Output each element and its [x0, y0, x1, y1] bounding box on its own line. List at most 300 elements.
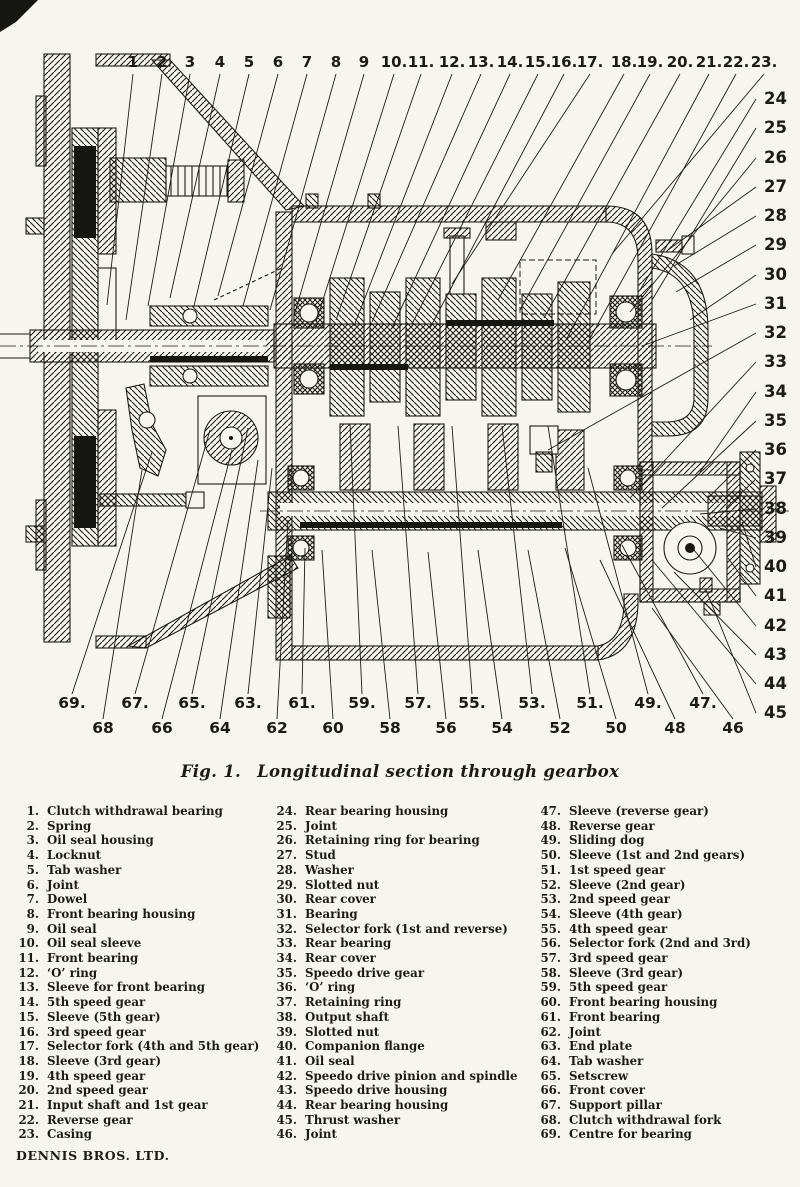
part-label: Sleeve for front bearing	[47, 980, 205, 995]
callout-number: 26	[764, 148, 787, 167]
parts-list-item	[270, 819, 532, 834]
part-label: Tab washer	[47, 862, 122, 877]
callout-number: 34	[764, 382, 787, 401]
part-label: Rear bearing housing	[305, 804, 449, 818]
part-label: Tab washer	[569, 1053, 644, 1068]
part-label: Retaining ring	[305, 995, 402, 1010]
part-label: 4th speed gear	[47, 1068, 146, 1083]
parts-list-item	[270, 1025, 532, 1040]
part-label: Front bearing	[569, 1009, 661, 1024]
parts-list-item	[12, 892, 270, 907]
part-label: Sleeve (3rd gear)	[569, 965, 684, 980]
part-label: End plate	[569, 1039, 633, 1054]
callout-number: 21.	[695, 53, 723, 71]
callout-number: 31	[764, 294, 787, 313]
parts-list-item	[534, 966, 794, 981]
callout-number: 51.	[576, 694, 604, 712]
part-number: 3.	[26, 833, 39, 848]
parts-list-item	[534, 1010, 794, 1025]
part-number: 35.	[276, 965, 297, 980]
part-label: Joint	[305, 1127, 337, 1142]
callout-number: 54	[491, 719, 513, 737]
part-number: 6.	[26, 877, 39, 892]
part-label: Reverse gear	[569, 818, 655, 833]
part-label: Clutch withdrawal bearing	[47, 804, 223, 818]
leader-line	[322, 550, 333, 719]
part-number: 69.	[540, 1127, 561, 1142]
part-number: 59.	[540, 980, 561, 995]
part-number: 23.	[18, 1127, 39, 1142]
part-number: 60.	[540, 995, 561, 1010]
part-number: 17.	[18, 1039, 39, 1054]
part-label: Dowel	[47, 892, 88, 907]
part-number: 16.	[18, 1024, 39, 1039]
parts-list-item	[270, 848, 532, 863]
part-number: 11.	[18, 951, 39, 966]
parts-list-item	[534, 922, 794, 937]
parts-list-item	[12, 907, 270, 922]
part-label: Speedo drive gear	[305, 965, 425, 980]
part-number: 4.	[26, 848, 39, 863]
part-number: 51.	[540, 862, 561, 877]
part-label: Sleeve (4th gear)	[569, 906, 683, 921]
parts-list-item	[534, 848, 794, 863]
callout-number: 12.	[438, 53, 466, 71]
callout-number: 10.	[380, 53, 408, 71]
leader-line	[243, 74, 307, 306]
part-label: Sleeve (1st and 2nd gears)	[569, 848, 746, 863]
part-number: 47.	[540, 804, 561, 818]
callout-number: 40	[764, 557, 787, 576]
part-label: Reverse gear	[47, 1112, 133, 1127]
part-number: 63.	[540, 1039, 561, 1054]
scan-artifact-corner	[0, 0, 38, 32]
part-number: 41.	[276, 1053, 297, 1068]
callout-number: 46	[722, 719, 744, 737]
leader-line	[162, 450, 232, 719]
part-number: 26.	[276, 833, 297, 848]
callout-number: 59.	[348, 694, 376, 712]
part-number: 39.	[276, 1024, 297, 1039]
figure-caption	[0, 762, 800, 781]
part-number: 61.	[540, 1009, 561, 1024]
part-label: Rear cover	[305, 951, 376, 966]
part-label: Casing	[47, 1127, 92, 1142]
parts-list-item	[534, 1098, 794, 1113]
part-number: 46.	[276, 1127, 297, 1142]
callout-number: 23.	[750, 53, 778, 71]
part-number: 22.	[18, 1112, 39, 1127]
part-label: Stud	[305, 848, 336, 863]
part-number: 13.	[18, 980, 39, 995]
part-number: 67.	[540, 1098, 561, 1113]
parts-list-item	[270, 892, 532, 907]
parts-list-item	[270, 1083, 532, 1098]
part-number: 62.	[540, 1024, 561, 1039]
callout-number: 53.	[518, 694, 546, 712]
leader-line	[544, 74, 680, 318]
part-label: Input shaft and 1st gear	[47, 1098, 208, 1113]
parts-list-item	[12, 863, 270, 878]
part-label: Washer	[305, 862, 354, 877]
part-number: 15.	[18, 1009, 39, 1024]
part-label: 2nd speed gear	[569, 892, 671, 907]
parts-list-item	[270, 966, 532, 981]
part-number: 33.	[276, 936, 297, 951]
parts-list-item	[12, 1083, 270, 1098]
parts-list-item	[270, 833, 532, 848]
parts-list-item	[270, 1054, 532, 1069]
leader-line	[302, 548, 305, 694]
parts-list-item	[534, 804, 794, 819]
parts-list-item	[270, 1098, 532, 1113]
part-label: 5th speed gear	[47, 995, 146, 1010]
part-label: Selector fork (2nd and 3rd)	[569, 936, 751, 951]
part-number: 52.	[540, 877, 561, 892]
part-number: 32.	[276, 921, 297, 936]
parts-list-item	[534, 1127, 794, 1142]
parts-list-item	[12, 878, 270, 893]
part-label: Oil seal sleeve	[47, 936, 142, 951]
parts-list-item	[534, 819, 794, 834]
callout-number: 52	[549, 719, 571, 737]
parts-list-item	[12, 833, 270, 848]
parts-list-item	[12, 936, 270, 951]
part-number: 7.	[26, 892, 39, 907]
parts-list-item	[12, 966, 270, 981]
callout-number: 9	[358, 53, 370, 71]
part-number: 25.	[276, 818, 297, 833]
callout-number: 61.	[288, 694, 316, 712]
parts-list-item	[12, 1025, 270, 1040]
callout-number: 8	[330, 53, 342, 71]
part-number: 1.	[26, 804, 39, 818]
parts-list-item	[12, 1039, 270, 1054]
part-number: 19.	[18, 1068, 39, 1083]
callout-number: 5	[243, 53, 255, 71]
callout-number: 44	[764, 674, 787, 693]
part-number: 18.	[18, 1053, 39, 1068]
callout-number: 39	[764, 528, 787, 547]
part-number: 43.	[276, 1083, 297, 1098]
parts-list-item	[270, 907, 532, 922]
callout-number: 69.	[58, 694, 86, 712]
callout-number: 16.	[550, 53, 578, 71]
part-label: Centre for bearing	[569, 1127, 692, 1142]
part-number: 28.	[276, 862, 297, 877]
leader-line	[520, 74, 650, 310]
part-number: 10.	[18, 936, 39, 951]
part-number: 14.	[18, 995, 39, 1010]
callout-number: 6	[272, 53, 284, 71]
parts-list-item	[270, 804, 532, 819]
part-number: 31.	[276, 906, 297, 921]
parts-list-item	[534, 995, 794, 1010]
callout-number: 19.	[636, 53, 664, 71]
parts-list-item	[270, 878, 532, 893]
callout-number: 42	[764, 616, 787, 635]
parts-list-item	[270, 1069, 532, 1084]
part-label: Sliding dog	[569, 833, 645, 848]
part-number: 57.	[540, 951, 561, 966]
part-label: Oil seal	[305, 1053, 355, 1068]
callout-number: 64	[209, 719, 231, 737]
parts-list-item	[12, 980, 270, 995]
part-number: 9.	[26, 921, 39, 936]
part-label: Clutch withdrawal fork	[569, 1112, 722, 1127]
part-number: 2.	[26, 818, 39, 833]
parts-list-item	[270, 951, 532, 966]
callout-number: 47.	[689, 694, 717, 712]
callout-number: 13.	[467, 53, 495, 71]
part-number: 64.	[540, 1053, 561, 1068]
part-label: Front cover	[569, 1083, 646, 1098]
parts-list-item	[534, 1083, 794, 1098]
part-label: Speedo drive housing	[305, 1083, 448, 1098]
callout-number: 66	[151, 719, 173, 737]
callout-number: 28	[764, 206, 787, 225]
part-label: Front bearing housing	[569, 995, 718, 1010]
part-number: 48.	[540, 818, 561, 833]
parts-list-item	[12, 1098, 270, 1113]
parts-list-column-3	[534, 804, 794, 1142]
callout-number: 24	[764, 89, 787, 108]
rear-cover	[652, 254, 708, 436]
callout-number: 58	[379, 719, 401, 737]
part-number: 45.	[276, 1112, 297, 1127]
leader-line	[192, 428, 248, 694]
part-label: Sleeve (5th gear)	[47, 1009, 161, 1024]
part-number: 50.	[540, 848, 561, 863]
parts-list-item	[270, 936, 532, 951]
part-number: 8.	[26, 906, 39, 921]
part-number: 66.	[540, 1083, 561, 1098]
part-label: Companion flange	[305, 1039, 425, 1054]
callout-number: 2	[156, 53, 168, 71]
parts-list-item	[534, 951, 794, 966]
callout-number: 36	[764, 440, 787, 459]
parts-list-item	[270, 980, 532, 995]
part-number: 24.	[276, 804, 297, 818]
parts-list-item	[534, 863, 794, 878]
leader-line	[640, 99, 756, 290]
callout-number: 38	[764, 499, 787, 518]
part-label: Joint	[569, 1024, 601, 1039]
part-label: Output shaft	[305, 1009, 390, 1024]
part-label: Setscrew	[569, 1068, 629, 1083]
part-label: Sleeve (reverse gear)	[569, 804, 709, 818]
part-label: 3rd speed gear	[47, 1024, 146, 1039]
part-number: 20.	[18, 1083, 39, 1098]
parts-list-item	[12, 1113, 270, 1128]
figure-caption-title: Longitudinal section through gearbox	[257, 762, 620, 781]
leader-line	[668, 187, 756, 250]
part-number: 49.	[540, 833, 561, 848]
part-number: 27.	[276, 848, 297, 863]
part-label: 2nd speed gear	[47, 1083, 149, 1098]
part-label: Joint	[47, 877, 79, 892]
parts-list-item	[12, 922, 270, 937]
part-label: Thrust washer	[305, 1112, 401, 1127]
parts-list-column-1	[12, 804, 270, 1142]
parts-list-item	[270, 995, 532, 1010]
part-number: 54.	[540, 906, 561, 921]
callout-number: 60	[322, 719, 344, 737]
parts-list-item	[534, 1054, 794, 1069]
part-label: Oil seal housing	[47, 833, 154, 848]
parts-list-item	[12, 995, 270, 1010]
part-label: Rear bearing housing	[305, 1098, 449, 1113]
callout-number: 7	[301, 53, 313, 71]
clutch-withdrawal-fork	[126, 384, 166, 476]
part-number: 55.	[540, 921, 561, 936]
parts-list-item	[270, 922, 532, 937]
part-label: Bearing	[305, 906, 358, 921]
part-number: 42.	[276, 1068, 297, 1083]
leader-line	[652, 128, 756, 300]
part-number: 53.	[540, 892, 561, 907]
part-label: Support pillar	[569, 1098, 662, 1113]
parts-list-item	[12, 804, 270, 819]
part-label: Rear cover	[305, 892, 376, 907]
callout-number: 30	[764, 265, 787, 284]
callout-number: 68	[92, 719, 114, 737]
parts-list-item	[534, 907, 794, 922]
leader-line	[452, 74, 590, 284]
part-number: 37.	[276, 995, 297, 1010]
part-label: 3rd speed gear	[569, 951, 668, 966]
parts-list-item	[12, 1069, 270, 1084]
callout-number: 35	[764, 411, 787, 430]
part-label: Sleeve (3rd gear)	[47, 1053, 162, 1068]
callout-number: 63.	[234, 694, 262, 712]
parts-list-item	[534, 936, 794, 951]
part-label: Slotted nut	[305, 877, 380, 892]
parts-list-item	[12, 1054, 270, 1069]
part-label: Speedo drive pinion and spindle	[305, 1068, 518, 1083]
callout-number: 65.	[178, 694, 206, 712]
callout-number: 3	[184, 53, 196, 71]
callout-number: 1	[127, 53, 139, 71]
part-label: Selector fork (1st and reverse)	[305, 921, 508, 936]
callout-number: 29	[764, 235, 787, 254]
part-number: 34.	[276, 951, 297, 966]
part-number: 5.	[26, 862, 39, 877]
part-number: 36.	[276, 980, 297, 995]
part-number: 65.	[540, 1068, 561, 1083]
parts-list-item	[534, 980, 794, 995]
callout-number: 4	[214, 53, 226, 71]
callout-number: 55.	[458, 694, 486, 712]
callout-number: 11.	[407, 53, 435, 71]
callout-number: 20.	[666, 53, 694, 71]
parts-list-item	[534, 1069, 794, 1084]
part-number: 12.	[18, 965, 39, 980]
callout-number: 56	[435, 719, 457, 737]
callout-number: 25	[764, 118, 787, 137]
publisher-name: DENNIS BROS. LTD.	[16, 1148, 170, 1163]
part-number: 68.	[540, 1112, 561, 1127]
part-label: Locknut	[47, 848, 102, 863]
parts-list-item	[534, 878, 794, 893]
part-label: ‘O’ ring	[47, 965, 98, 980]
callout-number: 27	[764, 177, 787, 196]
callout-number: 67.	[121, 694, 149, 712]
parts-list-item	[12, 1010, 270, 1025]
parts-list-item	[12, 951, 270, 966]
callout-number: 14.	[496, 53, 524, 71]
part-label: Selector fork (4th and 5th gear)	[47, 1039, 260, 1054]
part-label: Rear bearing	[305, 936, 392, 951]
callout-number: 41	[764, 586, 787, 605]
callout-number: 17.	[576, 53, 604, 71]
parts-list-item	[270, 1127, 532, 1142]
parts-list-item	[534, 1113, 794, 1128]
part-label: Sleeve (2nd gear)	[569, 877, 686, 892]
leader-line	[412, 74, 538, 324]
part-label: Oil seal	[47, 921, 97, 936]
callout-number: 43	[764, 645, 787, 664]
part-number: 40.	[276, 1039, 297, 1054]
parts-list-item	[12, 848, 270, 863]
mainshaft-gear-cluster	[274, 228, 656, 490]
part-label: Spring	[47, 818, 92, 833]
part-label: Front bearing	[47, 951, 139, 966]
part-number: 56.	[540, 936, 561, 951]
part-label: Retaining ring for bearing	[305, 833, 480, 848]
part-number: 38.	[276, 1009, 297, 1024]
callout-number: 50	[605, 719, 627, 737]
callout-number: 15.	[524, 53, 552, 71]
part-number: 44.	[276, 1098, 297, 1113]
parts-list-item	[270, 1010, 532, 1025]
part-label: Front bearing housing	[47, 906, 196, 921]
callout-number: 22.	[722, 53, 750, 71]
parts-list-item	[12, 819, 270, 834]
leader-line	[498, 74, 624, 300]
callout-number: 33	[764, 352, 787, 371]
part-number: 21.	[18, 1098, 39, 1113]
parts-list-item	[534, 833, 794, 848]
figure-caption-label: Fig. 1.	[180, 762, 242, 781]
callout-number: 49.	[634, 694, 662, 712]
callout-number: 37	[764, 469, 787, 488]
part-number: 58.	[540, 965, 561, 980]
parts-list-item	[270, 1039, 532, 1054]
part-number: 30.	[276, 892, 297, 907]
callout-number: 18.	[610, 53, 638, 71]
callout-number: 62	[266, 719, 288, 737]
callout-number: 57.	[404, 694, 432, 712]
callout-number: 32	[764, 323, 787, 342]
part-label: 1st speed gear	[569, 862, 666, 877]
parts-list-column-2	[270, 804, 532, 1142]
parts-list-item	[270, 1113, 532, 1128]
part-label: Joint	[305, 818, 337, 833]
part-label: ‘O’ ring	[305, 980, 356, 995]
parts-list-item	[534, 892, 794, 907]
part-label: Slotted nut	[305, 1024, 380, 1039]
parts-list-item	[12, 1127, 270, 1142]
part-label: 5th speed gear	[569, 980, 668, 995]
callout-number: 45	[764, 703, 787, 722]
callout-number: 48	[664, 719, 686, 737]
parts-list-item	[534, 1039, 794, 1054]
part-label: 4th speed gear	[569, 921, 668, 936]
part-number: 29.	[276, 877, 297, 892]
parts-list-item	[534, 1025, 794, 1040]
parts-list-item	[270, 863, 532, 878]
